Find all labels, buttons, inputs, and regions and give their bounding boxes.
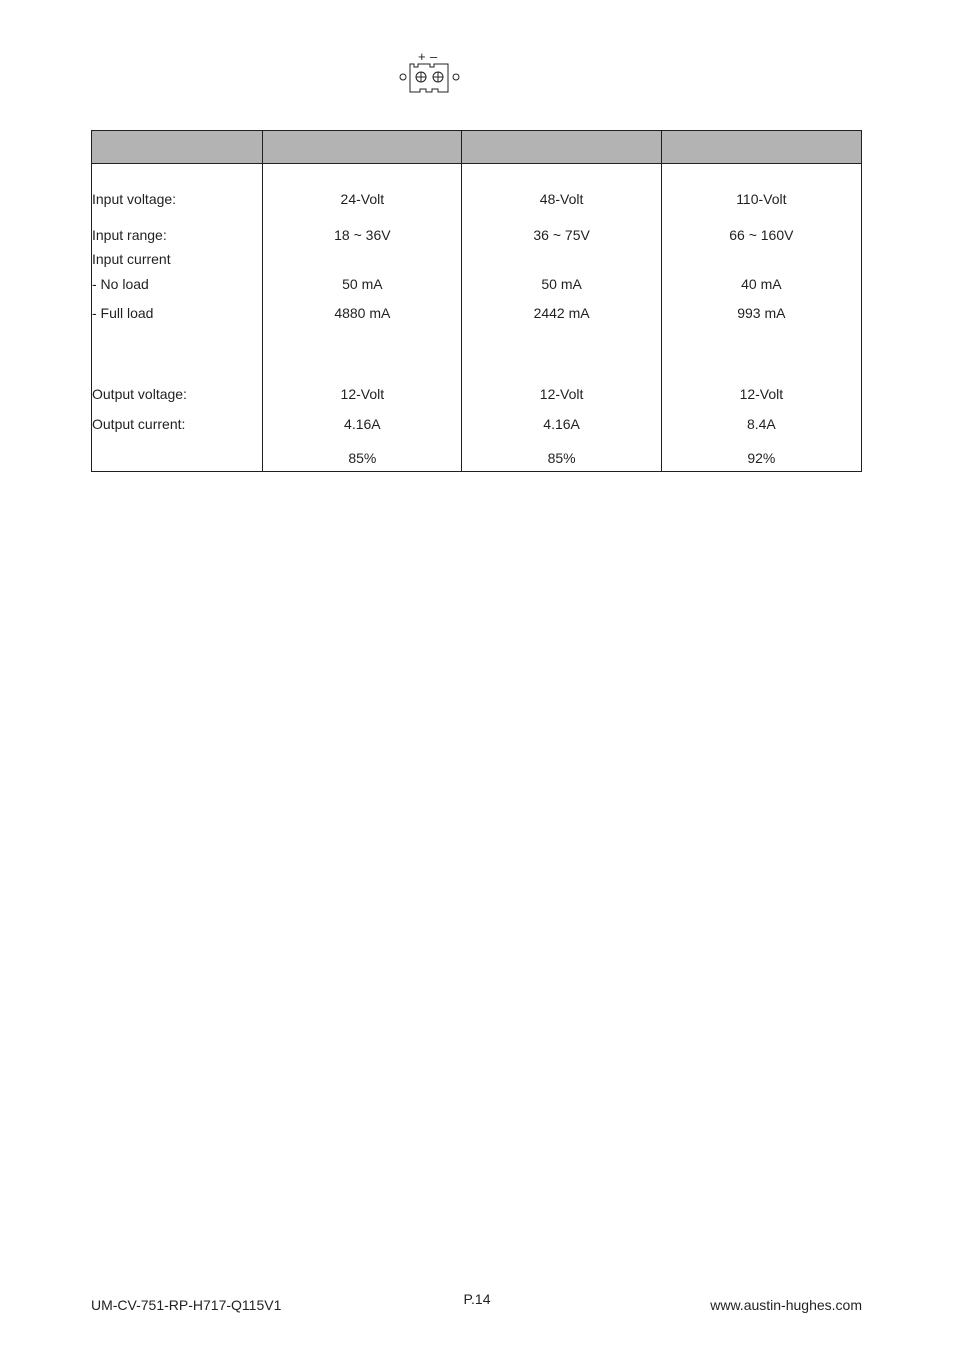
value-cell: 4.16A bbox=[462, 407, 661, 439]
row-label-cell: Output voltage: bbox=[92, 379, 263, 407]
value-cell: 24-Volt bbox=[263, 164, 462, 225]
header-cell bbox=[661, 131, 861, 164]
value-cell: 12-Volt bbox=[462, 379, 661, 407]
table-row bbox=[92, 273, 862, 297]
header-cell bbox=[92, 131, 263, 164]
value-cell: 36 ~ 75V bbox=[462, 224, 661, 248]
value-cell: 2442 mA bbox=[462, 297, 661, 326]
table-row bbox=[92, 297, 862, 326]
row-label-cell: Input current bbox=[92, 248, 263, 273]
page-number: P.14 bbox=[463, 1291, 491, 1307]
value-cell: 8.4A bbox=[661, 407, 861, 439]
table-row bbox=[92, 224, 862, 248]
value-cell bbox=[462, 326, 661, 379]
minus-symbol: – bbox=[430, 50, 438, 64]
value-cell: 50 mA bbox=[462, 273, 661, 297]
row-label-cell: Input voltage: bbox=[92, 164, 263, 225]
value-cell: 12-Volt bbox=[661, 379, 861, 407]
table-row bbox=[92, 439, 862, 472]
value-cell bbox=[661, 326, 861, 379]
value-cell bbox=[661, 248, 861, 273]
header-cell bbox=[462, 131, 661, 164]
row-label-cell: Input range: bbox=[92, 224, 263, 248]
plus-symbol: + bbox=[418, 50, 426, 64]
value-cell: 4.16A bbox=[263, 407, 462, 439]
value-cell: 993 mA bbox=[661, 297, 861, 326]
value-cell: 12-Volt bbox=[263, 379, 462, 407]
value-cell: 4880 mA bbox=[263, 297, 462, 326]
value-cell: 50 mA bbox=[263, 273, 462, 297]
table-row bbox=[92, 407, 862, 439]
table-row bbox=[92, 326, 862, 379]
row-label-cell: Output current: bbox=[92, 407, 263, 439]
power-spec-table bbox=[91, 130, 862, 472]
table-row bbox=[92, 164, 862, 225]
value-cell: 48-Volt bbox=[462, 164, 661, 225]
value-cell: 92% bbox=[661, 439, 861, 472]
value-cell: 110-Volt bbox=[661, 164, 861, 225]
value-cell bbox=[462, 248, 661, 273]
value-cell: 18 ~ 36V bbox=[263, 224, 462, 248]
value-cell: 40 mA bbox=[661, 273, 861, 297]
website-link[interactable]: www.austin-hughes.com bbox=[710, 1297, 862, 1313]
value-cell: 66 ~ 160V bbox=[661, 224, 861, 248]
value-cell: 85% bbox=[462, 439, 661, 472]
table-row bbox=[92, 248, 862, 273]
terminal-block-diagram bbox=[396, 50, 466, 96]
table-header-row bbox=[92, 131, 862, 164]
row-label-cell bbox=[92, 439, 263, 472]
document-id: UM-CV-751-RP-H717-Q115V1 bbox=[91, 1297, 282, 1313]
value-cell bbox=[263, 248, 462, 273]
header-cell bbox=[263, 131, 462, 164]
table-row bbox=[92, 379, 862, 407]
row-label-cell bbox=[92, 326, 263, 379]
row-label-cell: - No load bbox=[92, 273, 263, 297]
value-cell: 85% bbox=[263, 439, 462, 472]
row-label-cell: - Full load bbox=[92, 297, 263, 326]
value-cell bbox=[263, 326, 462, 379]
